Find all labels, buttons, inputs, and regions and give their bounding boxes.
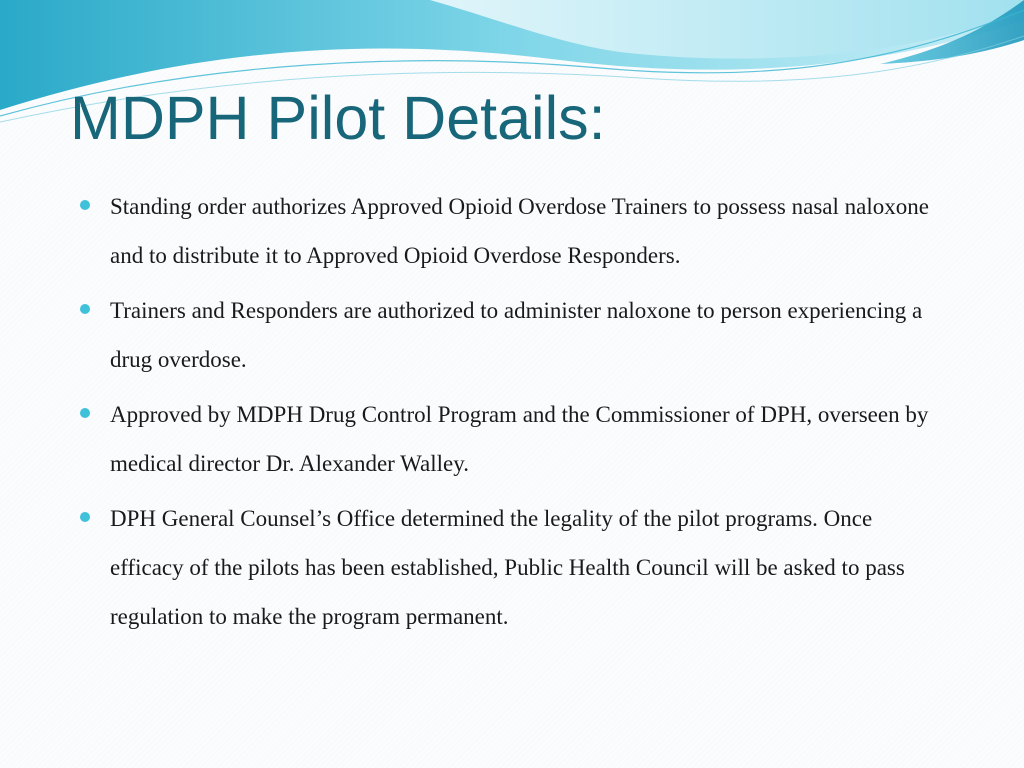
bullet-text: Standing order authorizes Approved Opioid Overdose Trainers to possess nasal naloxone and to distribute it to Approved Opioid Overdose Responders.: [110, 194, 929, 268]
bullet-dot-icon: [80, 512, 90, 522]
bullet-list: [78, 182, 938, 647]
bullet-item: [78, 390, 938, 488]
bullet-dot-icon: [80, 304, 90, 314]
bullet-item: [78, 286, 938, 384]
slide-title: MDPH Pilot Details:: [70, 84, 606, 152]
bullet-text: DPH General Counsel’s Office determined the legality of the pilot programs. Once efficacy of the pilots has been established, Public Health Council will be asked to pass regulation to make the program permanent.: [110, 506, 905, 629]
bullet-dot-icon: [80, 200, 90, 210]
bullet-item: [78, 182, 938, 280]
bullet-item: [78, 494, 938, 641]
bullet-text: Approved by MDPH Drug Control Program and the Commissioner of DPH, overseen by medical director Dr. Alexander Walley.: [110, 402, 929, 476]
bullet-text: Trainers and Responders are authorized to administer naloxone to person experiencing a drug overdose.: [110, 298, 923, 372]
bullet-dot-icon: [80, 408, 90, 418]
